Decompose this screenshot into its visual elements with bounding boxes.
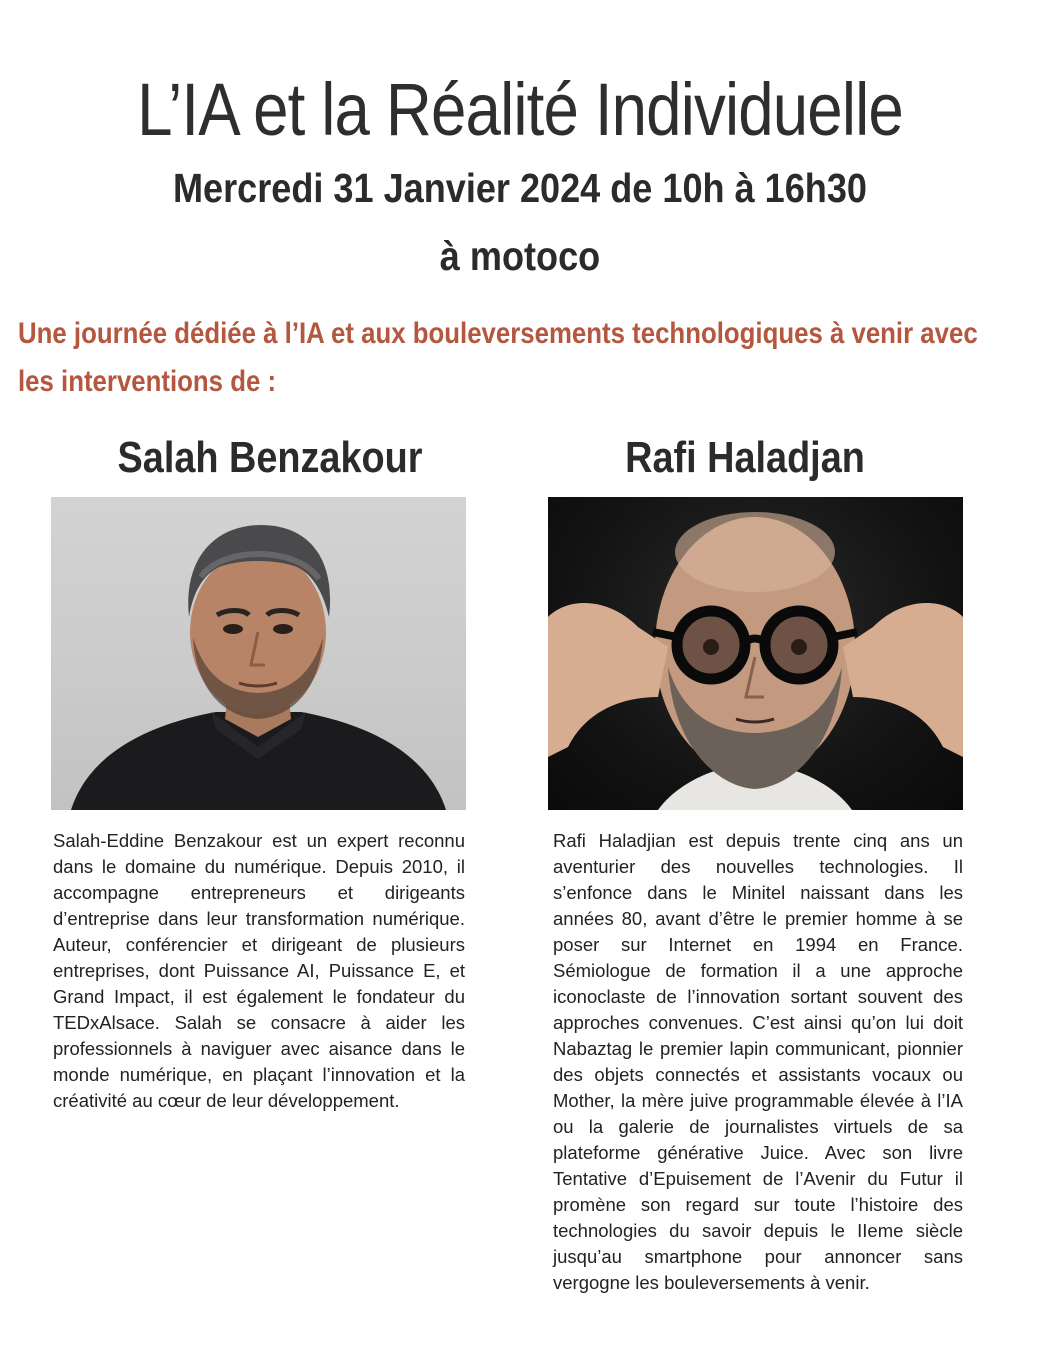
event-date: Mercredi 31 Janvier 2024 de 10h à 16h30: [173, 165, 867, 211]
speaker-photo-benzakour: [51, 497, 466, 810]
page-title: L’IA et la Réalité Individuelle: [137, 68, 903, 151]
intro-text: Une journée dédiée à l’IA et aux bouleversements technologiques à venir avec les interventions de :: [18, 317, 978, 398]
speaker-bio-benzakour: Salah-Eddine Benzakour est un expert reconnu dans le domaine du numérique. Depuis 2010, il accompagne entrepreneurs et dirigeants d’entreprise dans leur transformation numérique. Auteur, conférencier et dirigeant de plusieurs entreprises, dont Puissance AI, Puissance E, et Grand Impact, il est également le fondateur du TEDxAlsace. Salah se consacre à aider les professionnels à naviguer avec aisance dans le monde numérique, en plaçant l’innovation et la créativité au cœur de leur développement.: [53, 830, 465, 1111]
speaker-name-benzakour: Salah Benzakour: [117, 433, 423, 482]
speaker-bio-haladjan: Rafi Haladjian est depuis trente cinq ans un aventurier des nouvelles technologies. Il s’enfonce dans le Minitel naissant dans les années 80, avant d’être le premier homme à se poser sur Internet en 1994 en France. Sémiologue de formation il a une approche iconoclaste de l’innovation sortant souvent des approches convenues. C’est ainsi qu’on lui doit Nabaztag le premier lapin communicant, pionnier des objets connectés et assistants vocaux ou Mother, la mère juive programmable élevée à l’IA ou la galerie de journalistes virtuels de sa plateforme générative Juice. Avec son livre Tentative d’Epuisement de l’Avenir du Futur il promène son regard sur toute l’histoire des technologies du savoir depuis le IIeme siècle jusqu’au smartphone pour annoncer sans vergogne les bouleversements à venir.: [553, 830, 963, 1293]
speaker-photo-haladjan: [548, 497, 963, 810]
speaker-name-haladjan: Rafi Haladjan: [625, 433, 865, 482]
event-venue: à motoco: [439, 233, 601, 279]
